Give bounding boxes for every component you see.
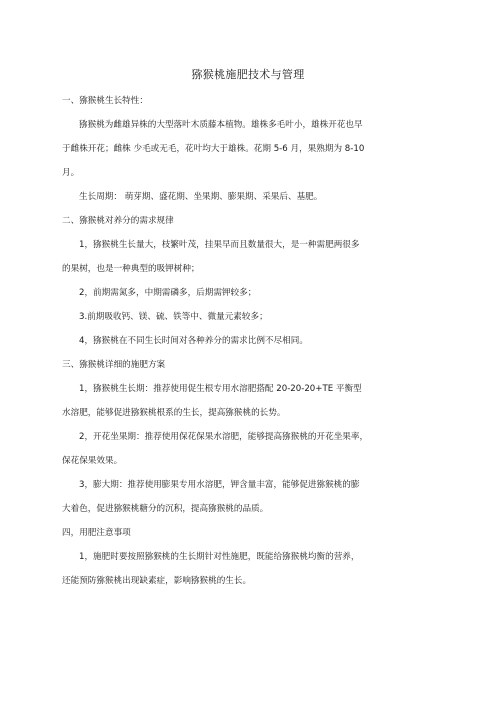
paragraph-line: 4，猕猴桃在不同生长时间对各种养分的需求比例不尽相同。 (79, 336, 308, 346)
paragraph-line: 3.前期吸收钙、镁、硫、铁等中、微量元素较多； (79, 312, 268, 322)
paragraph-line: 保花保果效果。 (62, 456, 123, 466)
document-title: 猕猴桃施肥技术与管理 (191, 68, 305, 81)
paragraph-line: 的果树，也是一种典型的吸钾树种； (62, 264, 200, 274)
paragraph-line: 猕猴桃为雌雄异株的大型落叶木质藤本植物。雄株多毛叶小，雄株开花也早 (79, 120, 363, 130)
paragraph-line: 1，猕猴桃生长量大，枝繁叶茂，挂果早而且数量很大，是一种需肥两很多 (79, 240, 360, 250)
paragraph-line: 还能预防猕猴桃出现缺素症，影响猕猴桃的生长。 (62, 576, 252, 586)
section-heading-1: 一、猕猴桃生长特性： (62, 96, 148, 106)
section-heading-3: 三、猕猴桃详细的施肥方案 (62, 360, 166, 370)
paragraph-line: 生长周期： 萌芽期、盛花期、坐果期、膨果期、采果后、基肥。 (79, 192, 323, 202)
paragraph-line: 于雌株开花；雌株 少毛或无毛，花叶均大于雄株。花期 5-6 月，果熟期为 8-10 (62, 144, 365, 154)
section-heading-2: 二、猕猴桃对养分的需求规律 (62, 216, 174, 226)
paragraph-line: 2，开花坐果期：推荐使用保花保果水溶肥，能够提高猕猴桃的开花坐果率， (79, 432, 369, 442)
paragraph-line: 2，前期需氮多，中期需磷多，后期需钾较多； (79, 288, 257, 298)
paragraph-line: 大着色，促进猕猴桃糖分的沉积，提高猕猴桃的品质。 (62, 504, 269, 514)
paragraph-line: 1，施肥时要按照猕猴桃的生长期针对性施肥，既能给猕猴桃均衡的营养， (79, 552, 360, 562)
paragraph-line: 水溶肥，能够促进猕猴桃根系的生长，提高猕猴桃的长势。 (62, 408, 286, 418)
paragraph-line: 3，膨大期：推荐使用膨果专用水溶肥，钾含量丰富，能够促进猕猴桃的膨 (79, 480, 360, 490)
paragraph-line: 月。 (62, 168, 80, 178)
section-heading-4: 四，用肥注意事项 (62, 528, 131, 538)
paragraph-line: 1，猕猴桃生长期：推荐使用促生根专用水溶肥搭配 20-20-20+TE 平衡型 (79, 384, 362, 394)
